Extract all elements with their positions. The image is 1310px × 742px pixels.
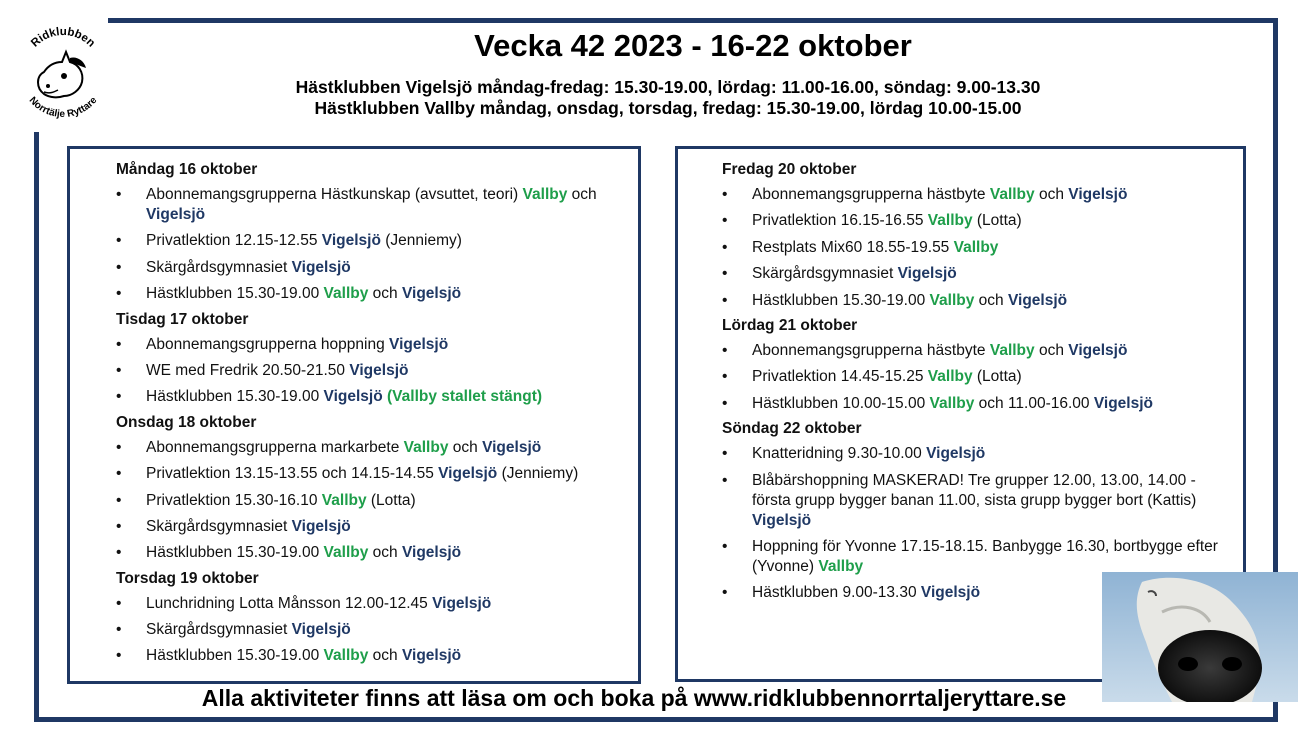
- activity-item: [722, 471, 1232, 531]
- location-vallby: Vallby: [403, 438, 449, 456]
- activity-segment: Restplats Mix60 18.55-19.55: [752, 238, 954, 256]
- activity-segment: Privatlektion 15.30-16.10: [146, 491, 322, 509]
- location-vallby: Vallby: [929, 291, 975, 309]
- day-heading: Torsdag 19 oktober: [116, 569, 259, 587]
- bullet-icon: •: [722, 584, 728, 602]
- activity-segment: (Lotta): [972, 368, 1022, 386]
- activity-segment: Abonnemangsgrupperna hästbyte: [752, 186, 990, 203]
- location-vigelsjo: Vigelsjö: [146, 206, 206, 223]
- activity-segment: och 11.00-16.00: [974, 394, 1094, 412]
- day-heading: Fredag 20 oktober: [722, 161, 857, 178]
- bullet-icon: •: [116, 335, 122, 353]
- activity-segment: (Lotta): [366, 491, 416, 509]
- activity-text: [146, 284, 626, 304]
- activity-text: [752, 238, 1232, 258]
- day-block: [116, 570, 626, 667]
- location-vallby: Vallby: [989, 186, 1035, 203]
- activity-text: [752, 471, 1232, 531]
- activity-text: [146, 361, 626, 381]
- bullet-icon: •: [722, 212, 728, 230]
- activity-item: [722, 185, 1232, 205]
- location-vallby: Vallby: [927, 368, 973, 386]
- day-block: [116, 161, 626, 304]
- bullet-icon: •: [116, 186, 122, 203]
- activity-text: [146, 594, 626, 614]
- activity-segment: Abonnemangsgrupperna hästbyte: [752, 341, 990, 359]
- activity-segment: Knatteridning 9.30-10.00: [752, 445, 927, 463]
- location-vigelsjo: Vigelsjö: [1093, 394, 1153, 412]
- location-vigelsjo: Vigelsjö: [926, 445, 986, 463]
- location-vigelsjo: Vigelsjö: [291, 258, 351, 276]
- activity-segment: och: [1034, 186, 1069, 203]
- footer-info: Alla aktiviteter finns att läsa om och boka på www.ridklubbennorrtaljeryttare.se: [201, 685, 1067, 711]
- activity-segment: Hästklubben 15.30-19.00: [146, 285, 324, 303]
- bullet-icon: •: [116, 285, 122, 303]
- activity-text: [752, 444, 1232, 464]
- activity-segment: och: [368, 285, 402, 303]
- activity-text: [146, 543, 626, 563]
- activity-item: [116, 646, 626, 666]
- activity-segment: Skärgårdsgymnasiet: [752, 265, 898, 283]
- activity-item: [116, 284, 626, 304]
- activity-item: [116, 335, 626, 355]
- activity-segment: Abonnemangsgrupperna hoppning: [146, 335, 390, 353]
- location-vigelsjo: Vigelsjö: [291, 621, 351, 639]
- page-title: Vecka 42 2023 - 16-22 oktober: [474, 28, 912, 63]
- location-vigelsjo: Vigelsjö: [291, 517, 351, 535]
- bullet-icon: •: [116, 491, 122, 509]
- svg-text:Norrtälje Ryttare: Norrtälje Ryttare: [26, 94, 100, 121]
- location-vigelsjo: Vigelsjö: [323, 388, 383, 406]
- activity-text: [146, 646, 626, 666]
- activity-segment: Lunchridning Lotta Månsson 12.00-12.45: [146, 594, 433, 612]
- bullet-icon: •: [722, 341, 728, 359]
- activity-item: [722, 264, 1232, 284]
- location-vigelsjo: Vigelsjö: [1007, 291, 1068, 309]
- day-block: [116, 311, 626, 408]
- bullet-icon: •: [116, 647, 122, 665]
- activity-segment: WE med Fredrik 20.50-21.50: [146, 361, 350, 379]
- location-vigelsjo: Vigelsjö: [482, 438, 542, 456]
- bullet-icon: •: [116, 517, 122, 535]
- activity-text: [752, 291, 1232, 311]
- location-vallby: Vallby: [323, 544, 369, 562]
- bullet-icon: •: [116, 388, 122, 406]
- location-vigelsjo: Vigelsjö: [401, 285, 462, 303]
- bullet-icon: •: [722, 537, 728, 555]
- location-vallby: Vallby: [929, 394, 975, 412]
- activity-segment: Privatlektion 12.15-12.55: [146, 232, 322, 250]
- activity-segment: Hästklubben 15.30-19.00: [752, 291, 930, 309]
- activity-text: [752, 394, 1232, 414]
- closure-note: (Vallby stallet stängt): [382, 388, 543, 406]
- bullet-icon: •: [722, 471, 728, 489]
- location-vallby: Vallby: [818, 557, 864, 575]
- activity-item: [116, 387, 626, 407]
- activity-segment: Privatlektion 13.15-13.55 och 14.15-14.55: [146, 465, 439, 483]
- activity-segment: Skärgårdsgymnasiet: [146, 258, 292, 276]
- location-vallby: Vallby: [989, 341, 1035, 359]
- bullet-icon: •: [116, 232, 122, 250]
- club-logo: [14, 22, 112, 126]
- location-vallby: Vallby: [927, 212, 973, 230]
- hours-vallby: Hästklubben Vallby måndag, onsdag, torsdag, fredag: 15.30-19.00, lördag 10.00-15.00: [314, 98, 1022, 118]
- activity-text: [752, 211, 1232, 231]
- day-heading: Lördag 21 oktober: [722, 316, 858, 334]
- activity-segment: Abonnemangsgrupperna markarbete: [146, 438, 404, 456]
- activity-item: [116, 594, 626, 614]
- bullet-icon: •: [116, 258, 122, 276]
- location-vallby: Vallby: [953, 238, 999, 256]
- bullet-icon: •: [722, 186, 728, 203]
- activity-item: [722, 238, 1232, 258]
- activity-item: [722, 537, 1232, 577]
- activity-item: [722, 444, 1232, 464]
- location-vigelsjo: Vigelsjö: [389, 335, 449, 353]
- activity-segment: Hästklubben 15.30-19.00: [146, 647, 324, 665]
- activity-text: [146, 258, 626, 278]
- activity-item: [116, 361, 626, 381]
- day-list-left: [116, 161, 626, 673]
- activity-text: [146, 335, 626, 355]
- bullet-icon: •: [722, 265, 728, 283]
- activity-item: [116, 464, 626, 484]
- location-vigelsjo: Vigelsjö: [349, 361, 409, 379]
- location-vigelsjo: Vigelsjö: [401, 647, 462, 665]
- activity-item: [116, 231, 626, 251]
- activity-segment: (Jenniemy): [380, 232, 462, 250]
- bullet-icon: •: [722, 445, 728, 463]
- activity-segment: Skärgårdsgymnasiet: [146, 517, 292, 535]
- bullet-icon: •: [116, 594, 122, 612]
- opening-hours: [108, 77, 1228, 119]
- day-heading: Tisdag 17 oktober: [116, 310, 249, 328]
- activity-item: [722, 367, 1232, 387]
- bullet-icon: •: [722, 394, 728, 412]
- activity-segment: Privatlektion 14.45-15.25: [752, 368, 928, 386]
- activity-item: [116, 258, 626, 278]
- hours-vigelsjo: Hästklubben Vigelsjö måndag-fredag: 15.30-19.00, lördag: 11.00-16.00, söndag: 9.00-13.30: [295, 77, 1041, 97]
- activity-text: [752, 367, 1232, 387]
- day-heading: Söndag 22 oktober: [722, 420, 862, 438]
- activity-text: [146, 438, 626, 458]
- activity-segment: Hästklubben 9.00-13.30: [752, 584, 921, 602]
- activity-item: [116, 438, 626, 458]
- activity-segment: Blåbärshoppning MASKERAD! Tre grupper 12.00, 13.00, 14.00 - första grupp bygger banan 11.00, sista grupp bygger bort (Kattis): [752, 471, 1197, 509]
- bullet-icon: •: [722, 368, 728, 386]
- activity-segment: Skärgårdsgymnasiet: [146, 621, 292, 639]
- activity-text: [146, 185, 626, 225]
- activity-segment: Abonnemangsgrupperna Hästkunskap (avsuttet, teori): [146, 186, 523, 203]
- location-vigelsjo: Vigelsjö: [1068, 341, 1128, 359]
- activity-item: [722, 394, 1232, 414]
- bullet-icon: •: [116, 465, 122, 483]
- day-heading: Onsdag 18 oktober: [116, 413, 257, 431]
- location-vallby: Vallby: [522, 186, 568, 203]
- day-block: [722, 317, 1232, 414]
- bullet-icon: •: [722, 238, 728, 256]
- activity-segment: och: [1034, 341, 1069, 359]
- activity-segment: och: [368, 544, 402, 562]
- activity-text: [752, 264, 1232, 284]
- activity-text: [752, 185, 1232, 205]
- activity-text: [146, 491, 626, 511]
- activity-text: [752, 341, 1232, 361]
- activity-item: [116, 517, 626, 537]
- activity-text: [146, 517, 626, 537]
- bullet-icon: •: [722, 291, 728, 309]
- location-vallby: Vallby: [323, 285, 369, 303]
- bullet-icon: •: [116, 361, 122, 379]
- activity-item: [722, 291, 1232, 311]
- activity-segment: Hästklubben 15.30-19.00: [146, 544, 324, 562]
- activity-segment: och: [448, 438, 483, 456]
- activity-text: [146, 387, 626, 407]
- activity-segment: Privatlektion 16.15-16.55: [752, 212, 928, 230]
- location-vigelsjo: Vigelsjö: [401, 544, 462, 562]
- activity-text: [752, 537, 1232, 577]
- day-list-right: [722, 161, 1232, 610]
- activity-segment: (Lotta): [972, 212, 1022, 230]
- activity-segment: Hästklubben 15.30-19.00: [146, 388, 324, 406]
- schedule-panel-left: [67, 146, 641, 684]
- activity-segment: (Jenniemy): [497, 465, 579, 483]
- day-block: [116, 414, 626, 564]
- horse-photo: [1102, 572, 1298, 702]
- day-block: [722, 161, 1232, 311]
- activity-item: [116, 543, 626, 563]
- activity-segment: och: [368, 647, 402, 665]
- bullet-icon: •: [116, 621, 122, 639]
- activity-item: [722, 211, 1232, 231]
- activity-segment: Hoppning för Yvonne 17.15-18.15. Banbygge 16.30, bortbygge efter (Yvonne): [752, 537, 1218, 575]
- svg-text:Ridklubben: Ridklubben: [29, 25, 98, 50]
- activity-segment: och: [567, 186, 597, 203]
- activity-item: [116, 491, 626, 511]
- activity-item: [116, 185, 626, 225]
- activity-segment: Hästklubben 10.00-15.00: [752, 394, 930, 412]
- location-vigelsjo: Vigelsjö: [752, 511, 812, 529]
- activity-text: [146, 464, 626, 484]
- bullet-icon: •: [116, 438, 122, 456]
- activity-segment: och: [974, 291, 1008, 309]
- activity-item: [722, 341, 1232, 361]
- location-vallby: Vallby: [321, 491, 367, 509]
- bullet-icon: •: [116, 544, 122, 562]
- location-vigelsjo: Vigelsjö: [1068, 186, 1128, 203]
- day-heading: Måndag 16 oktober: [116, 161, 258, 178]
- location-vigelsjo: Vigelsjö: [920, 584, 981, 602]
- location-vallby: Vallby: [323, 647, 369, 665]
- location-vigelsjo: Vigelsjö: [432, 594, 492, 612]
- location-vigelsjo: Vigelsjö: [438, 465, 498, 483]
- location-vigelsjo: Vigelsjö: [321, 232, 381, 250]
- activity-text: [146, 620, 626, 640]
- location-vigelsjo: Vigelsjö: [897, 265, 957, 283]
- activity-item: [116, 620, 626, 640]
- activity-text: [146, 231, 626, 251]
